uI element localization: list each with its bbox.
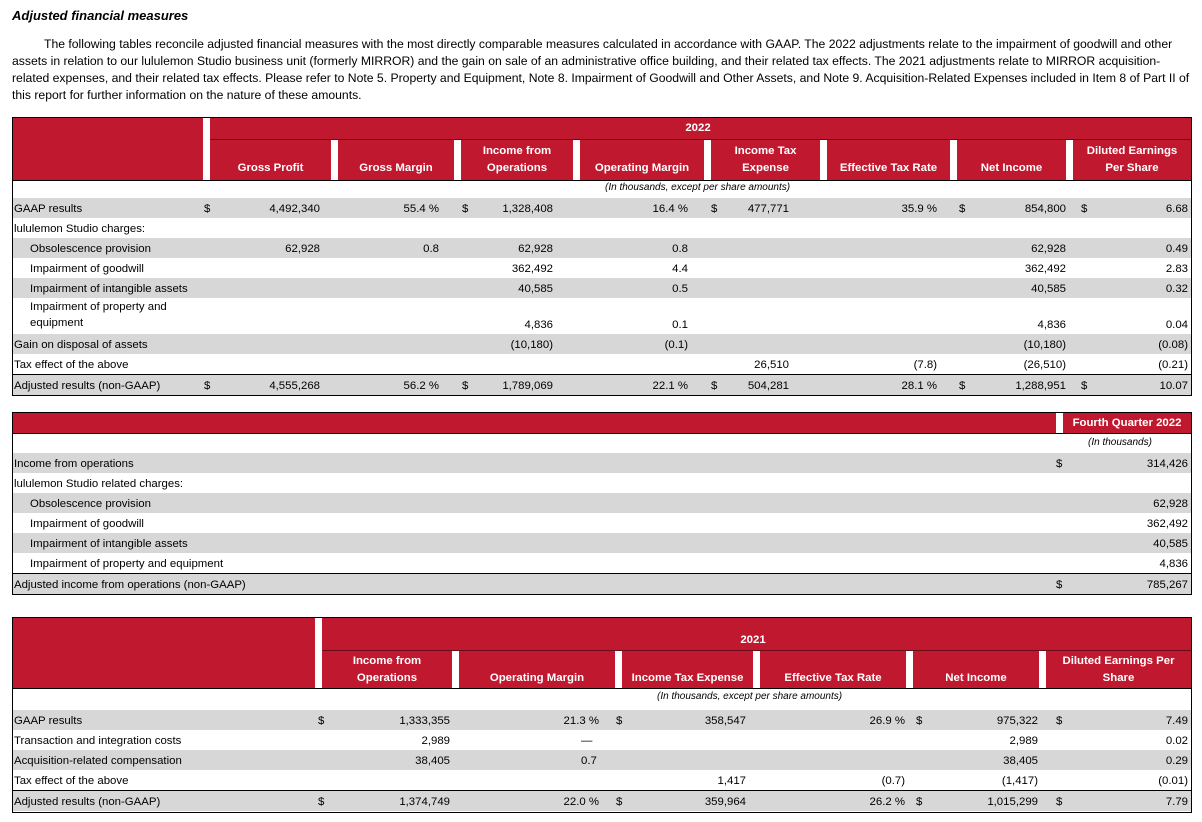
section-title: Adjusted financial measures [12,8,189,23]
cell-value: — [581,735,593,747]
dollar-sign: $ [462,380,469,392]
cell-value: 0.49 [1165,243,1188,255]
cell-value: (10,180) [510,339,553,351]
cell-value: 22.1 % [652,380,688,392]
col-header-2022-0-line2: Gross Profit [237,162,304,174]
table-row [13,298,1191,334]
year-label-2021: 2021 [740,634,766,646]
cell-value: 0.5 [672,283,688,295]
cell-value: 55.4 % [403,203,439,215]
cell-value: 4,836 [524,319,553,331]
cell-value: 28.1 % [901,380,937,392]
cell-value: 6.68 [1165,203,1188,215]
cell-value: 2,989 [1009,735,1038,747]
cell-value: 4,492,340 [269,203,320,215]
cell-value: 40,585 [1153,538,1188,550]
cell-value: (0.21) [1158,359,1188,371]
cell-value: 7.49 [1165,715,1188,727]
row-label: Adjusted results (non-GAAP) [14,796,161,808]
unit-note-2022: (In thousands, except per share amounts) [605,182,791,193]
dollar-sign: $ [204,203,211,215]
unit-note-q4: (In thousands) [1088,437,1152,448]
cell-value: 1,417 [717,775,746,787]
row-label: Adjusted results (non-GAAP) [14,380,161,392]
cell-value: 504,281 [747,380,789,392]
cell-value: 38,405 [1003,755,1038,767]
table-row [13,374,1191,395]
table-2022 [12,117,1192,396]
row-label: Adjusted income from operations (non-GAAP) [14,579,246,591]
dollar-sign: $ [462,203,469,215]
cell-value: 4,836 [1159,558,1188,570]
dollar-sign: $ [916,715,923,727]
table-row [13,473,1191,493]
row-label: Gain on disposal of assets [14,339,148,351]
table-q4-header [13,413,1191,434]
col-header-2021-0-line2: Operations [356,672,418,684]
col-header-2022-2-line2: Operations [486,162,548,174]
col-header-2021-1-line2: Operating Margin [489,672,585,684]
cell-value: 314,426 [1146,458,1188,470]
cell-value: (0.7) [881,775,905,787]
cell-value: 22.0 % [563,796,599,808]
cell-value: 0.8 [423,243,439,255]
cell-value: 359,964 [704,796,746,808]
row-label: Obsolescence provision [30,243,151,255]
cell-value: 26.9 % [869,715,905,727]
col-header-2022-7-line2: Per Share [1105,162,1159,174]
cell-value: 854,800 [1024,203,1066,215]
table-row [13,573,1191,594]
table-2022-header [13,118,1191,181]
table-row [13,553,1191,573]
table-2021 [12,617,1192,813]
cell-value: 62,928 [518,243,553,255]
dollar-sign: $ [318,715,325,727]
cell-value: 56.2 % [403,380,439,392]
col-header-2022-2: Income from [482,145,552,157]
cell-value: (7.8) [913,359,937,371]
row-label: Impairment of intangible assets [30,538,188,550]
row-label: Impairment of intangible assets [30,283,188,295]
cell-value: 358,547 [704,715,746,727]
cell-value: 1,288,951 [1015,380,1066,392]
cell-value: 7.79 [1165,796,1188,808]
cell-value: 38,405 [415,755,450,767]
row-label: Acquisition-related compensation [14,755,182,767]
cell-value: 1,374,749 [399,796,450,808]
cell-value: 785,267 [1146,579,1188,591]
table-row [13,710,1191,730]
cell-value: 62,928 [285,243,320,255]
cell-value: 4.4 [672,263,688,275]
dollar-sign: $ [916,796,923,808]
col-header-2021-3-line2: Effective Tax Rate [784,672,882,684]
col-header-2022-3-line2: Operating Margin [594,162,690,174]
cell-value: 16.4 % [652,203,688,215]
col-header-2021-4-line2: Net Income [945,672,1007,684]
cell-value: (0.1) [664,339,688,351]
col-header-2022-4-line2: Expense [742,162,789,174]
cell-value: 1,789,069 [502,380,553,392]
cell-value: 4,836 [1037,319,1066,331]
row-label: Obsolescence provision [30,498,151,510]
cell-value: 0.32 [1165,283,1188,295]
cell-value: (26,510) [1023,359,1066,371]
table-row [13,354,1191,374]
col-header-2021-0: Income from [352,655,422,667]
cell-value: 0.04 [1165,319,1188,331]
dollar-sign: $ [711,380,718,392]
row-label: lululemon Studio charges: [14,223,146,235]
col-header-2021-5-line2: Share [1102,672,1135,684]
dollar-sign: $ [959,380,966,392]
row-label: GAAP results [14,715,83,727]
col-header-2021-2-line2: Income Tax Expense [631,672,744,684]
table-row [13,198,1191,218]
dollar-sign: $ [1056,715,1063,727]
cell-value: (1,417) [1001,775,1038,787]
row-label: Income from operations [14,458,134,470]
cell-value: 35.9 % [901,203,937,215]
cell-value: 0.8 [672,243,688,255]
cell-value: 0.1 [672,319,688,331]
row-label: Impairment of property and equipment [30,558,224,570]
table-row [13,493,1191,513]
row-label: Impairment of property and equipment [30,301,167,329]
table-row [13,750,1191,770]
table-row [13,258,1191,278]
cell-value: 362,492 [1146,518,1188,530]
cell-value: 1,015,299 [987,796,1038,808]
col-header-2022-6-line2: Net Income [980,162,1043,174]
cell-value: 362,492 [511,263,553,275]
cell-value: 2,989 [421,735,450,747]
table-row [13,278,1191,298]
cell-value: 10.07 [1159,380,1188,392]
cell-value: (0.08) [1158,339,1188,351]
dollar-sign: $ [1056,458,1063,470]
cell-value: 0.29 [1165,755,1188,767]
cell-value: (10,180) [1023,339,1066,351]
dollar-sign: $ [1081,203,1088,215]
dollar-sign: $ [959,203,966,215]
col-header-2022-5-line2: Effective Tax Rate [839,162,938,174]
table-row [13,453,1191,473]
dollar-sign: $ [204,380,211,392]
dollar-sign: $ [1056,796,1063,808]
dollar-sign: $ [1056,579,1063,591]
cell-value: (0.01) [1158,775,1188,787]
cell-value: 62,928 [1031,243,1066,255]
col-header-q4: Fourth Quarter 2022 [1072,417,1182,429]
dollar-sign: $ [1081,380,1088,392]
table-2021-header [13,618,1191,689]
col-header-2022-7: Diluted Earnings [1086,145,1178,157]
intro-paragraph: The following tables reconcile adjusted financial measures with the most directly comparable measures calculated in accordance with GAAP. The 2022 adjustments relate to the impairment of goodwill and other assets in relation to our lululemon Studio business unit (formerly MIRROR) and the gain on sale of an administrative office building, and their related tax effects. The 2021 adjustments relate to MIRROR acquisition-related expenses, and their related tax effects. Please refer to Note 5. Property and Equipment, Note 8. Impairment of Goodwill and Other Assets, and Note 9. Acquisition-Related Expenses included in Item 8 of Part II of this report for further information on the nature of these amounts. [12,37,1190,102]
cell-value: 2.83 [1165,263,1188,275]
cell-value: 1,333,355 [399,715,450,727]
cell-value: 975,322 [996,715,1038,727]
cell-value: 1,328,408 [502,203,553,215]
dollar-sign: $ [616,796,623,808]
col-header-2022-1-line2: Gross Margin [359,162,433,174]
table-q4-2022 [12,412,1192,595]
row-label: Tax effect of the above [14,359,129,371]
cell-value: 26.2 % [869,796,905,808]
cell-value: 40,585 [1031,283,1066,295]
row-label: Impairment of goodwill [30,518,144,530]
year-label-2022: 2022 [685,122,711,134]
dollar-sign: $ [711,203,718,215]
row-label: Impairment of goodwill [30,263,144,275]
table-row [13,533,1191,553]
unit-note-2021: (In thousands, except per share amounts) [657,691,843,702]
dollar-sign: $ [616,715,623,727]
col-header-2021-5: Diluted Earnings Per [1062,655,1175,667]
cell-value: 362,492 [1024,263,1066,275]
table-row [13,730,1191,750]
table-row [13,218,1191,238]
cell-value: 0.02 [1165,735,1188,747]
cell-value: 0.7 [581,755,597,767]
row-label: lululemon Studio related charges: [14,478,184,490]
cell-value: 26,510 [754,359,789,371]
cell-value: 4,555,268 [269,380,320,392]
cell-value: 21.3 % [563,715,599,727]
col-header-2022-4: Income Tax [734,145,797,157]
row-label: Transaction and integration costs [14,735,182,747]
cell-value: 40,585 [518,283,553,295]
cell-value: 477,771 [747,203,789,215]
row-label: Tax effect of the above [14,775,129,787]
cell-value: 62,928 [1153,498,1188,510]
table-row [13,238,1191,258]
row-label: GAAP results [14,203,83,215]
dollar-sign: $ [318,796,325,808]
table-row [13,770,1191,790]
table-row [13,790,1191,811]
table-row [13,334,1191,354]
table-row [13,513,1191,533]
